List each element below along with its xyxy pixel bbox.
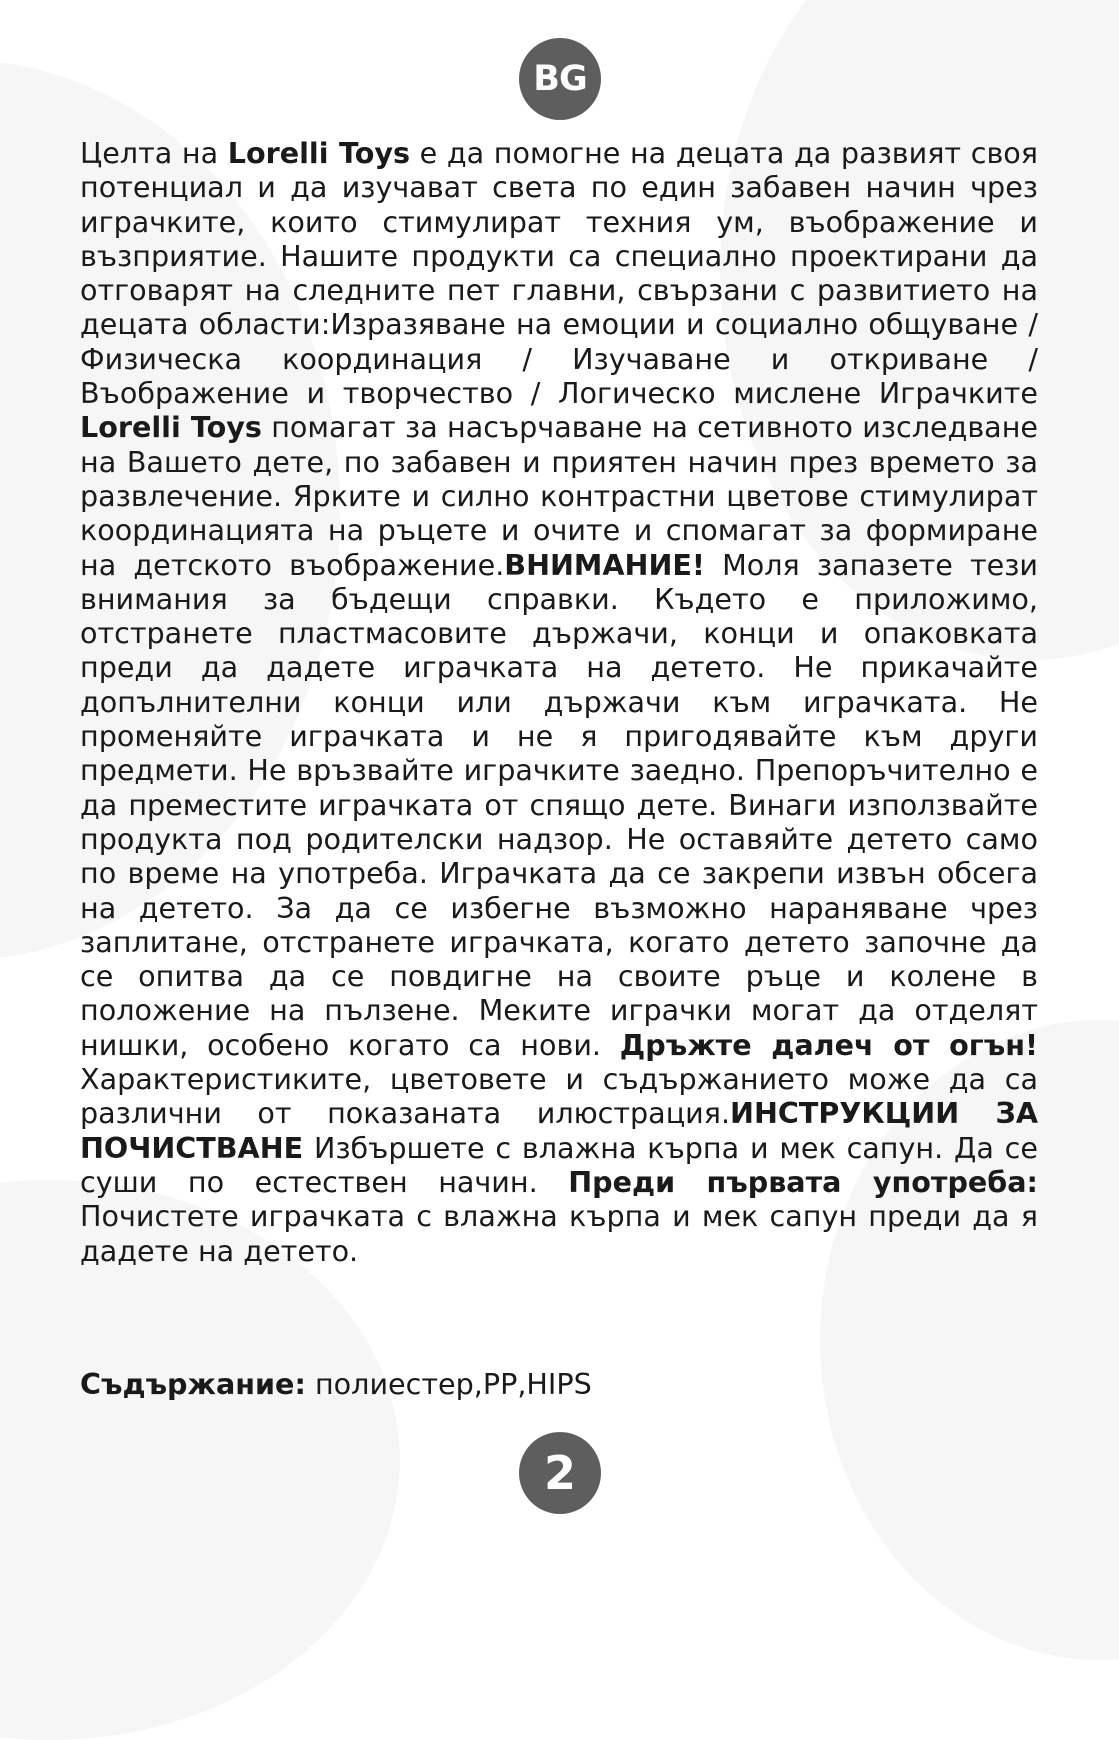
brand-name: Lorelli Toys	[227, 136, 411, 170]
intro-text: Целта на	[80, 136, 228, 170]
warning-heading: ВНИМАНИЕ!	[504, 547, 705, 582]
warning-text: Моля запазете тези внимания за бъдещи справки. Където е приложимо, отстранете пластмасовите държачи, конци и опаковката преди да дадете играчката на детето. Не прикачайте допълнителни конци или държачи към играчката. Не променяйте играчката и не я пригодявайте към други предмети. Не връзвайте играчките заедно. Препоръчително е да преместите играчката от спящо дете. Винаги използвайте продукта под родителски надзор. Не оставяйте детето само по време на употреба. Играчката да се закрепи извън обсега на детето. За да се избегне възможно нараняване чрез заплитане, отстранете играчката, когато детето започне да се опитва да се повдигне на своите ръце и колене в положение на пълзене. Меките играчки могат да отделят нишки, особено когато са нови.	[80, 547, 1038, 1062]
language-badge: BG	[519, 38, 601, 120]
page-number-badge: 2	[519, 1432, 601, 1514]
composition-line	[80, 1367, 1038, 1401]
first-use-text: Почистете играчката с влажна кърпа и мек сапун преди да я дадете на детето.	[80, 1199, 1038, 1268]
intro-continued-text: е да помогне на децата да развият своя потенциал и да изучават света по един забавен начин чрез играчките, които стимулират техния ум, въображение и възприятие. Нашите продукти са специално проектирани да отговарят на следните пет главни, свързани с развитието на децата области:Изразяване на емоции и социално общуване / Физическа координация / Изучаване и откриване / Въображение и творчество / Логическо мислене Играчките	[80, 136, 1038, 411]
composition-label: Съдържание:	[80, 1367, 306, 1401]
composition-value: полиестер,PP,HIPS	[305, 1367, 592, 1401]
characteristics-text: Характеристиките, цветовете и съдържанието може да са различни от показаната илюстрация.	[80, 1062, 1038, 1131]
cleaning-heading: ИНСТРУКЦИИ ЗА ПОЧИСТВАНЕ	[80, 1096, 1038, 1165]
brand-name: Lorelli Toys	[80, 410, 262, 445]
instructions-text	[80, 136, 1038, 1268]
first-use-heading: Преди първата употреба:	[568, 1164, 1038, 1199]
development-text: помагат за насърчаване на сетивното изследване на Вашето дете, по забавен и приятен начин през времето за развлечение. Ярките и силно контрастни цветове стимулират координацията на ръцете и очите и спомагат за формиране на детското въображение.	[80, 410, 1038, 582]
cleaning-text: Избършете с влажна кърпа и мек сапун. Да се суши по естествен начин.	[80, 1130, 1038, 1199]
fire-warning: Дръжте далеч от огън!	[619, 1027, 1038, 1062]
